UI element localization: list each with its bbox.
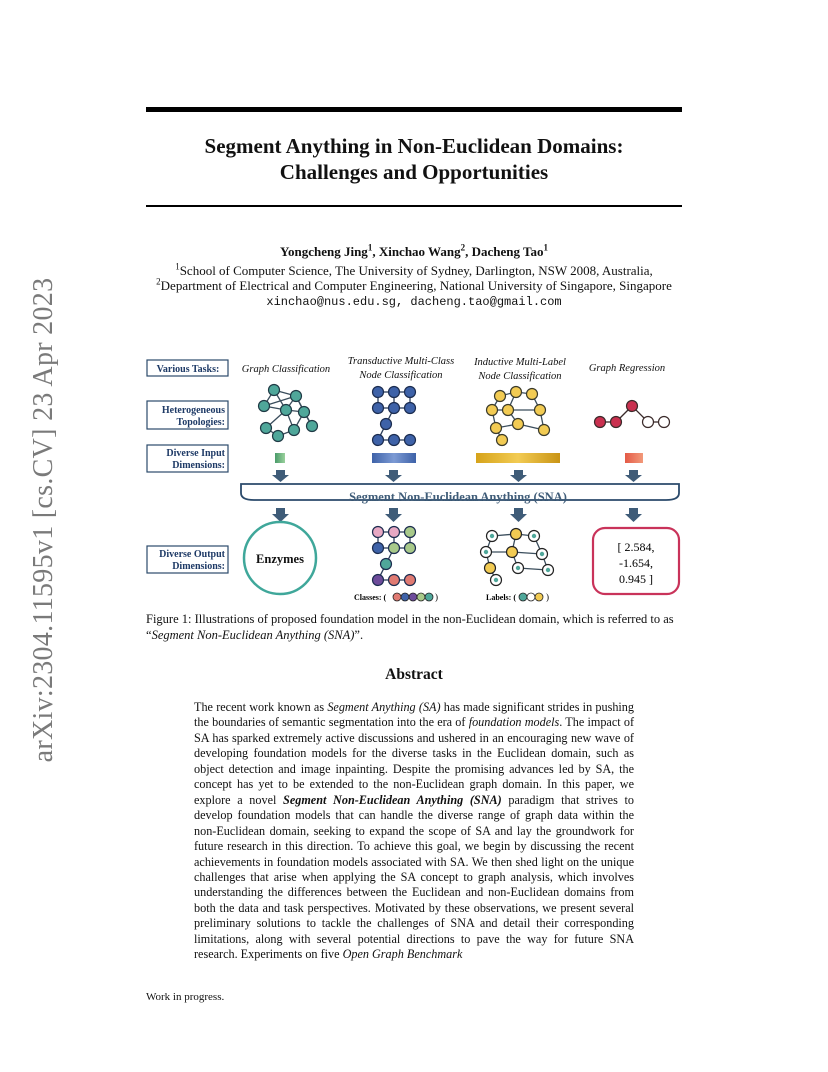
graph-inductive-topology: [487, 387, 550, 446]
abstract-italic-3: Open Graph Benchmark: [342, 947, 463, 962]
svg-text:Topologies:: Topologies:: [176, 417, 225, 428]
graph-transductive-topology: [373, 387, 416, 446]
svg-text:Heterogeneous: Heterogeneous: [161, 405, 225, 416]
row-label-input: [147, 445, 228, 472]
row-label-tasks: [147, 360, 228, 376]
abstract-bold-italic-1: Segment Non-Euclidean Anything (SNA): [283, 792, 502, 807]
svg-text:): ): [435, 592, 438, 602]
task-transductive-l2: Node Classification: [359, 370, 443, 381]
svg-text:0.945 ]: 0.945 ]: [619, 572, 653, 586]
author-2: Xinchao Wang: [378, 244, 461, 259]
row-label-output: [147, 546, 228, 573]
task-inductive-l1: Inductive Multi-Label: [474, 357, 566, 368]
svg-text:Classes: (: Classes: (: [354, 593, 387, 602]
title-line-1: Segment Anything in Non-Euclidean Domains:: [204, 134, 624, 158]
svg-text:Enzymes: Enzymes: [256, 552, 304, 566]
author-1-sup: 1: [367, 242, 373, 253]
author-2-sup: 2: [460, 242, 466, 253]
labels-legend: [486, 592, 549, 602]
aff1-sup: 1: [175, 261, 180, 272]
input-arrows: [272, 470, 642, 482]
task-transductive-l1: Transductive Multi-Class: [347, 356, 455, 367]
output-arrows: [272, 508, 642, 522]
graph-classification-topology: [259, 385, 318, 442]
figure-caption: [146, 612, 682, 643]
top-rule: [146, 107, 682, 112]
abstract-part-4: paradigm that strives to develop foundation models that can handle the diverse range of graph data within the non-Euclidean domain, seeking to expand the scope of SA and lay the groundwork for future research in this direction. To achieve this goal, we begin by discussing the recent achievements in foundation models associated with SA. We then shed light on the unique challenges that arise when applying the SA concept to graph analysis, which involves understanding the differences between the Euclidean and non-Euclidean domains from both the data and task perspectives. Motivated by these observations, we present several preliminary solutions to tackle the challenges of SNA and detail their corresponding limitations, along with several potential directions to pave the way for future SNA research. Experiments on five: [194, 792, 634, 962]
task-graph-regression: Graph Regression: [588, 363, 666, 374]
affiliation-2: [100, 278, 728, 294]
aff2-text: Department of Electrical and Computer Engineering, National University of Singapore, Singapore: [160, 278, 672, 293]
svg-text:Labels: (: Labels: (: [486, 593, 516, 602]
sna-frame: [241, 484, 679, 504]
svg-text:-1.654,: -1.654,: [619, 556, 653, 570]
svg-text:[ 2.584,: [ 2.584,: [617, 540, 655, 554]
title-line-2: Challenges and Opportunities: [279, 160, 549, 184]
abstract-body: [194, 700, 634, 963]
row-label-topologies: [147, 401, 228, 429]
aff1-text: School of Computer Science, The University of Sydney, Darlington, NSW 2008, Australia,: [179, 263, 653, 278]
emails: xinchao@nus.edu.sg, dacheng.tao@gmail.com: [266, 295, 562, 309]
abstract-italic-2: foundation models: [468, 715, 560, 730]
caption-prefix: Figure 1: Illustrations of proposed foundation model in the non-Euclidean domain, which is referred to as “: [146, 612, 674, 642]
author-1: Yongcheng Jing: [280, 244, 368, 259]
caption-italic: Segment Non-Euclidean Anything (SNA): [151, 627, 355, 642]
input-dim-bar-4: [625, 453, 643, 463]
task-inductive-l2: Node Classification: [478, 371, 562, 382]
classes-legend: [354, 592, 438, 602]
input-dim-bar-2: [372, 453, 416, 463]
svg-text:): ): [546, 592, 549, 602]
output-multilabel-graph: [481, 529, 554, 586]
svg-text:Dimensions:: Dimensions:: [172, 561, 225, 572]
author-3-sup: 1: [543, 242, 548, 253]
footnote: Work in progress.: [146, 991, 225, 1003]
figure-1: [146, 348, 686, 610]
svg-text:Diverse Output: Diverse Output: [159, 549, 225, 560]
graph-regression-topology: [595, 401, 670, 428]
aff2-sup: 2: [156, 276, 161, 287]
input-dim-bar-3: [476, 453, 560, 463]
input-dim-bar-1: [275, 453, 285, 463]
abstract-part-2: has made significant strides in pushing the boundaries of semantic segmentation into the era of: [194, 700, 634, 730]
author-3: Dacheng Tao: [471, 244, 544, 259]
paper-title: [146, 133, 682, 185]
output-enzymes: [244, 522, 316, 594]
bottom-title-rule: [146, 205, 682, 207]
svg-text:Dimensions:: Dimensions:: [172, 460, 225, 471]
authors: Yongcheng Jing$^1$, Xinchao Wang$^2$, Dacheng Tao$^1$: [280, 242, 548, 259]
task-graph-classification: Graph Classification: [241, 364, 331, 375]
affiliation-1: [100, 263, 728, 279]
output-classified-graph: [373, 527, 416, 586]
abstract-heading: Abstract: [385, 666, 443, 683]
abstract-part-3: . The impact of SA has sparked extremely active discussions and ushered in an encouraging new wave of developing foundation models for the diverse tasks in the Euclidean domain, such as object detection and image inpainting. Despite the promising advances led by SA, the concept has yet to be extended to the non-Euclidean graph domain. In this paper, we explore a novel: [194, 715, 635, 807]
sna-label: Segment Non-Euclidean Anything (SNA): [349, 490, 567, 504]
output-regression-values: [593, 528, 679, 594]
abstract-part-1: The recent work known as: [194, 700, 328, 714]
svg-text:Diverse Input: Diverse Input: [166, 448, 225, 459]
caption-suffix: ”.: [354, 627, 364, 642]
svg-text:Various Tasks:: Various Tasks:: [156, 364, 220, 375]
abstract-italic-1: Segment Anything (SA): [327, 700, 441, 714]
